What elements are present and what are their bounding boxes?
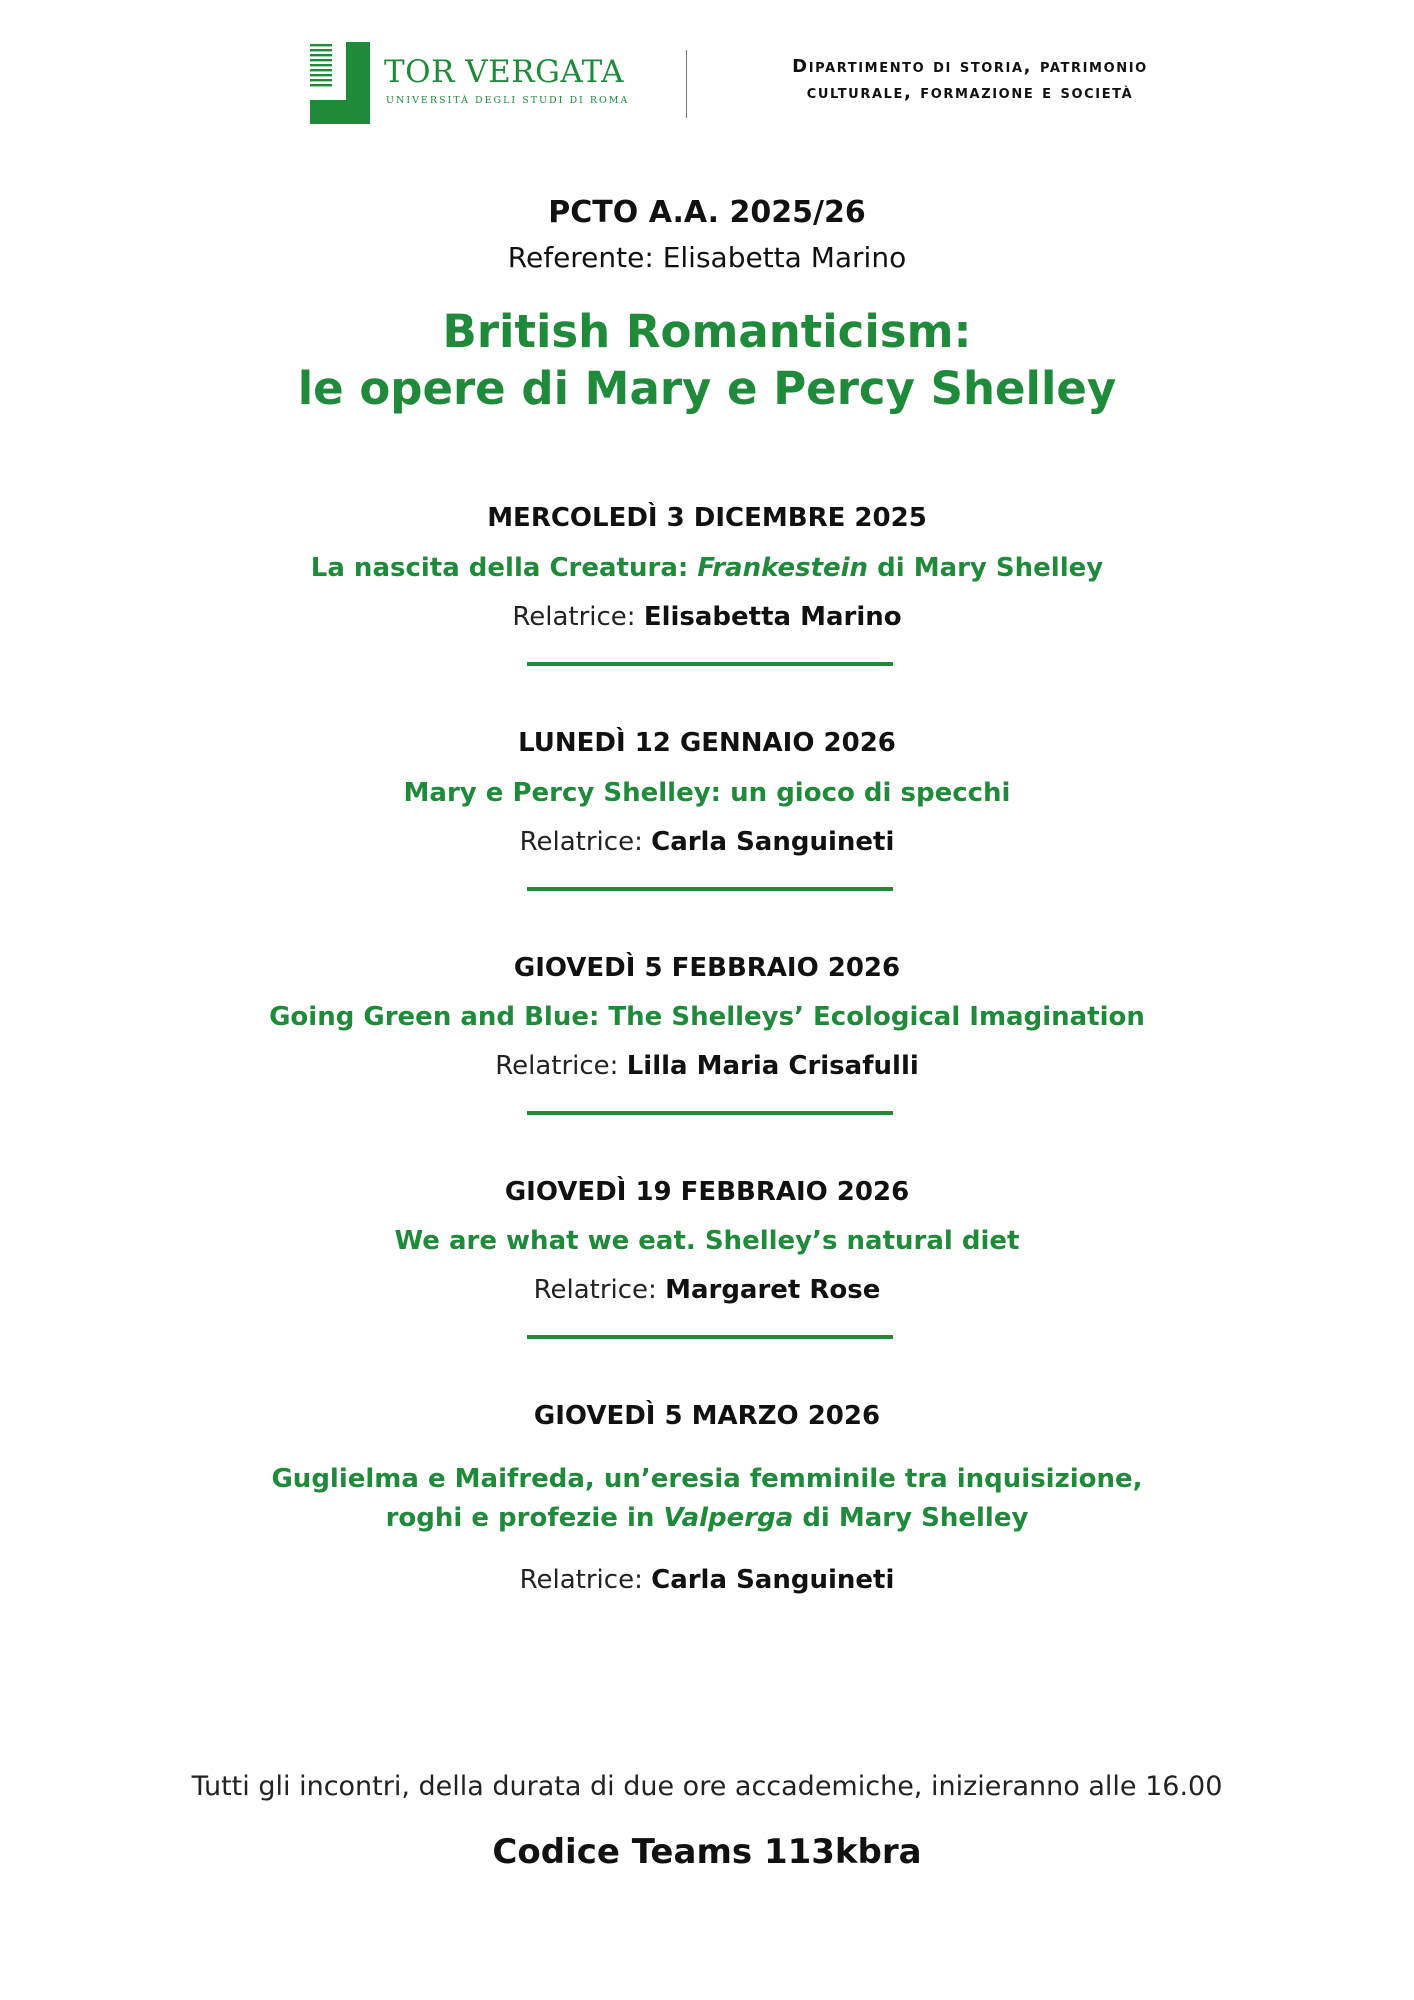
speaker-name: Lilla Maria Crisafulli xyxy=(626,1051,919,1081)
event-date: LUNEDÌ 12 GENNAIO 2026 xyxy=(518,728,896,758)
event-speaker: Relatrice: Lilla Maria Crisafulli xyxy=(495,1051,919,1081)
event-separator xyxy=(527,1111,893,1115)
event-title-line2: roghi e profezie in Valperga di Mary Shelley xyxy=(385,1503,1029,1533)
event-date: MERCOLEDÌ 3 DICEMBRE 2025 xyxy=(487,503,927,533)
logo-subtitle: UNIVERSITÀ DEGLI STUDI DI ROMA xyxy=(386,95,630,106)
event-date: GIOVEDÌ 19 FEBBRAIO 2026 xyxy=(504,1177,910,1207)
event-title: La nascita della Creatura: Frankestein di Mary Shelley xyxy=(310,553,1104,583)
event-separator xyxy=(527,1335,893,1339)
event-speaker: Relatrice: Carla Sanguineti xyxy=(519,1565,895,1595)
event-title: We are what we eat. Shelley’s natural diet xyxy=(394,1226,1020,1256)
footer-note: Tutti gli incontri, della durata di due ore accademiche, inizieranno alle 16.00 xyxy=(191,1771,1223,1802)
university-logo-icon xyxy=(310,42,370,124)
event-speaker: Relatrice: Margaret Rose xyxy=(533,1275,881,1305)
teams-code: Codice Teams 113kbra xyxy=(492,1832,922,1872)
event-title-line1: Guglielma e Maifreda, un’eresia femminile tra inquisizione, xyxy=(271,1464,1143,1494)
department-name-line2: culturale, formazione e società xyxy=(806,82,1134,103)
pcto-title: PCTO A.A. 2025/26 xyxy=(548,195,866,230)
main-title-line2: le opere di Mary e Percy Shelley xyxy=(297,362,1117,415)
event-title-italic: Valperga xyxy=(663,1503,794,1533)
event-speaker: Relatrice: Carla Sanguineti xyxy=(519,827,895,857)
event-separator xyxy=(527,662,893,666)
speaker-name: Elisabetta Marino xyxy=(643,602,902,632)
event-separator xyxy=(527,887,893,891)
event-title: Going Green and Blue: The Shelleys’ Ecological Imagination xyxy=(269,1002,1145,1032)
event-title: Mary e Percy Shelley: un gioco di specchi xyxy=(403,778,1011,808)
speaker-name: Margaret Rose xyxy=(665,1275,881,1305)
event-title-italic: Frankestein xyxy=(697,553,869,583)
event-speaker: Relatrice: Elisabetta Marino xyxy=(512,602,902,632)
event-date: GIOVEDÌ 5 MARZO 2026 xyxy=(533,1401,881,1431)
header-divider xyxy=(686,50,687,118)
department-name-line1: Dipartimento di storia, patrimonio xyxy=(792,56,1148,77)
main-title-line1: British Romanticism: xyxy=(442,305,972,358)
speaker-name: Carla Sanguineti xyxy=(651,1565,895,1595)
event-date: GIOVEDÌ 5 FEBBRAIO 2026 xyxy=(513,953,901,983)
speaker-name: Carla Sanguineti xyxy=(651,827,895,857)
referente-line: Referente: Elisabetta Marino xyxy=(507,241,907,274)
logo-name: TOR VERGATA xyxy=(384,54,624,90)
